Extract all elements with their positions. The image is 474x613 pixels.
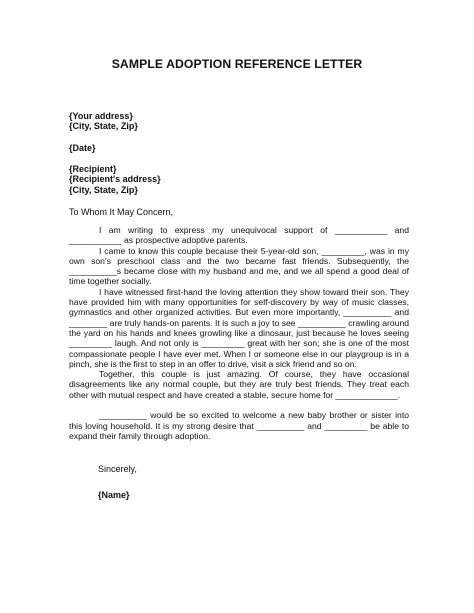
salutation-block [69, 207, 409, 217]
sender-address-block [69, 111, 409, 132]
recipient-city-state-zip: {City, State, Zip} [69, 184, 138, 195]
body-paragraph: I have witnessed first-hand the loving attention they show toward their son. They have provided him with many opportunities for self-discovery by way of music classes, gymnastics and other organized activities. But even more importantly, __________ and ________ are truly hands-on parents. It is such a joy to see __________ crawling around the yard on his hands and knees growling like a dinosaur, just because he loves seeing _________ laugh. And not only is _________ great with her son; she is one of the most compassionate people I have ever met. When I or someone else in our playgroup is in a pinch, she is the first to step in an offer to drive, visit a sick friend and so on. [69, 286, 409, 369]
body-paragraph: Together, this couple is just amazing. Of course, they have occasional disagreements like any normal couple, but they are truly best friends. They treat each other with mutual respect and have created a stable, secure home for _____________. [69, 369, 409, 400]
salutation: To Whom It May Concern, [69, 207, 174, 217]
signature: {Name} [98, 490, 130, 500]
date-block [69, 143, 409, 153]
closing: Sincerely, [98, 464, 137, 474]
letter-date: {Date} [69, 143, 96, 153]
recipient-block [69, 164, 409, 195]
recipient-name: {Recipient} [69, 164, 117, 174]
body-paragraph: __________ would be so excited to welcome a new baby brother or sister into this loving household. It is my strong desire that __________ and _________ be able to expand their family through adoption. [69, 410, 409, 441]
sender-address: {Your address} [69, 111, 133, 121]
body-paragraph: I came to know this couple because their 5-year-old son, _________, was in my own son's preschool class and the two became fast friends. Subsequently, the __________s became close with my husband and me, and we all spend a good deal of time together socially. [69, 245, 409, 287]
sender-city-state-zip: {City, State, Zip} [69, 121, 138, 132]
body-paragraph: I am writing to express my unequivocal support of ___________ and ___________ as prospective adoptive parents. [69, 225, 409, 246]
page-title: SAMPLE ADOPTION REFERENCE LETTER [111, 57, 363, 71]
recipient-address: {Recipient's address} [69, 174, 161, 185]
letter-body [69, 225, 409, 441]
